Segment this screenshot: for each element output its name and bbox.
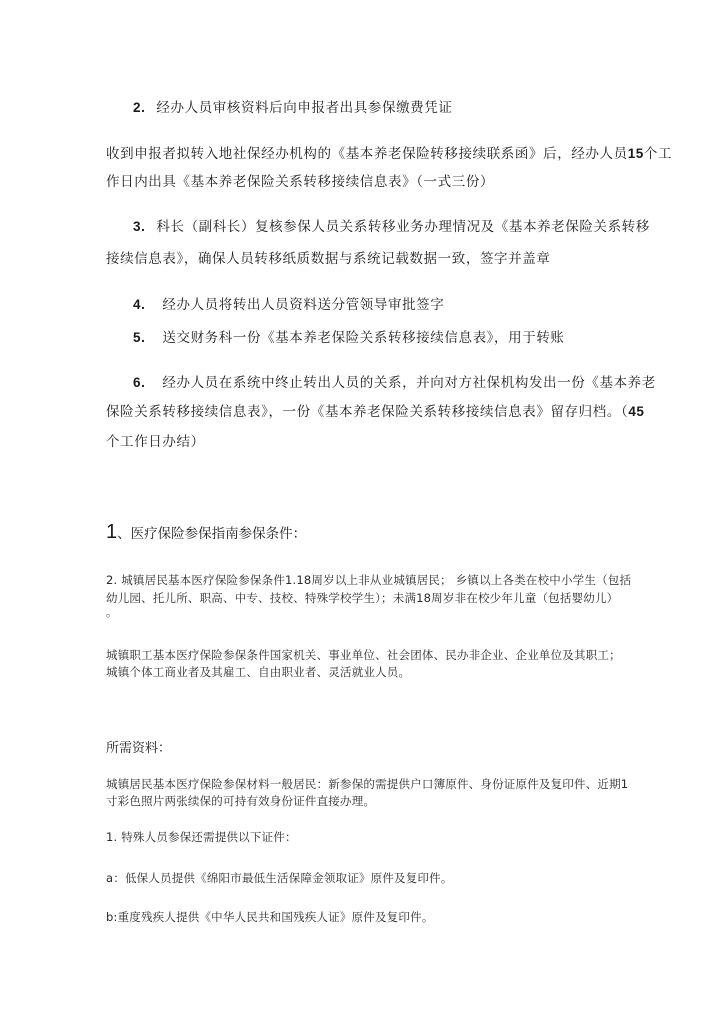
days-number: 45	[628, 404, 645, 419]
step-6-text: 经办人员在系统中终止转出人员的关系，并向对方社保机构发出一份《基本养老	[162, 375, 656, 391]
paragraph-transfer-intro-line2: 作日内出具《基本养老保险关系转移接续信息表》（一式三份）	[106, 174, 495, 190]
materials-line2: 寸彩色照片两张续保的可持有效身份证件直接办理。	[106, 794, 376, 808]
step-4-number: 4.	[133, 297, 146, 312]
section-title: 、医疗保险参保指南参保条件：	[117, 526, 307, 542]
step-4-text: 经办人员将转出人员资料送分管领导审批签字	[162, 297, 445, 313]
materials-title: 所需资料：	[106, 741, 172, 756]
step-3-number: 3.	[133, 219, 146, 234]
employee-condition-line1: 城镇职工基本医疗保险参保条件国家机关、事业单位、社会团体、民办非企业、企业单位及其职工；	[106, 648, 621, 662]
resident-condition-line2: 幼儿园、托儿所、职高、中专、技校、特殊学校学生）；未满18周岁非在校少年儿童（包括婴幼儿）	[106, 591, 619, 605]
days-number: 15	[627, 146, 644, 161]
step-6-line3: 个工作日办结）	[106, 434, 205, 450]
section-heading	[106, 521, 306, 544]
item-b: b:重度残疾人提供《中华人民共和国残疾人证》原件及复印件。	[106, 910, 434, 924]
step-3-line2: 接续信息表》，确保人员转移纸质数据与系统记载数据一致，签字并盖章	[106, 251, 551, 267]
step-6-number: 6.	[133, 375, 146, 390]
section-number: 1	[106, 521, 118, 543]
step-2-number: 2.	[133, 100, 146, 115]
step-2-text: 经办人员审核资料后向申报者出具参保缴费凭证	[156, 100, 453, 116]
step-5-text: 送交财务科一份《基本养老保险关系转移接续信息表》，用于转账	[162, 330, 565, 346]
step-3-line1	[133, 215, 650, 235]
materials-line1: 城镇居民基本医疗保险参保材料一般居民：新参保的需提供户口簿原件、身份证原件及复印件、近期1	[106, 777, 629, 791]
step-3-text: 科长（副科长）复核参保人员关系转移业务办理情况及《基本养老保险关系转移	[156, 219, 650, 235]
step-6-line2	[106, 400, 645, 420]
step-5	[133, 326, 565, 346]
step-5-number: 5.	[133, 330, 146, 345]
paragraph-text: 保险关系转移接续信息表》，一份《基本养老保险关系转移接续信息表》留存归档。（	[106, 404, 629, 420]
paragraph-transfer-intro-line1	[106, 142, 672, 162]
paragraph-text: 收到申报者拟转入地社保经办机构的《基本养老保险转移接续联系函》后，经办人员	[106, 146, 628, 162]
step-2	[133, 96, 452, 116]
step-6-line1	[133, 371, 656, 391]
resident-condition-line3: 。	[106, 605, 118, 619]
resident-condition-line1: 2. 城镇居民基本医疗保险参保条件1.18周岁以上非从业城镇居民； 乡镇以上各类在校中小学生（包括	[106, 573, 632, 587]
special-persons-note: 1. 特殊人员参保还需提供以下证件：	[106, 830, 297, 844]
employee-condition-line2: 城镇个体工商业者及其雇工、自由职业者、灵活就业人员。	[106, 665, 411, 679]
step-4	[133, 293, 444, 313]
item-a: a：低保人员提供《绵阳市最低生活保障金领取证》原件及复印件。	[106, 871, 453, 885]
paragraph-text: 个工	[643, 146, 673, 162]
